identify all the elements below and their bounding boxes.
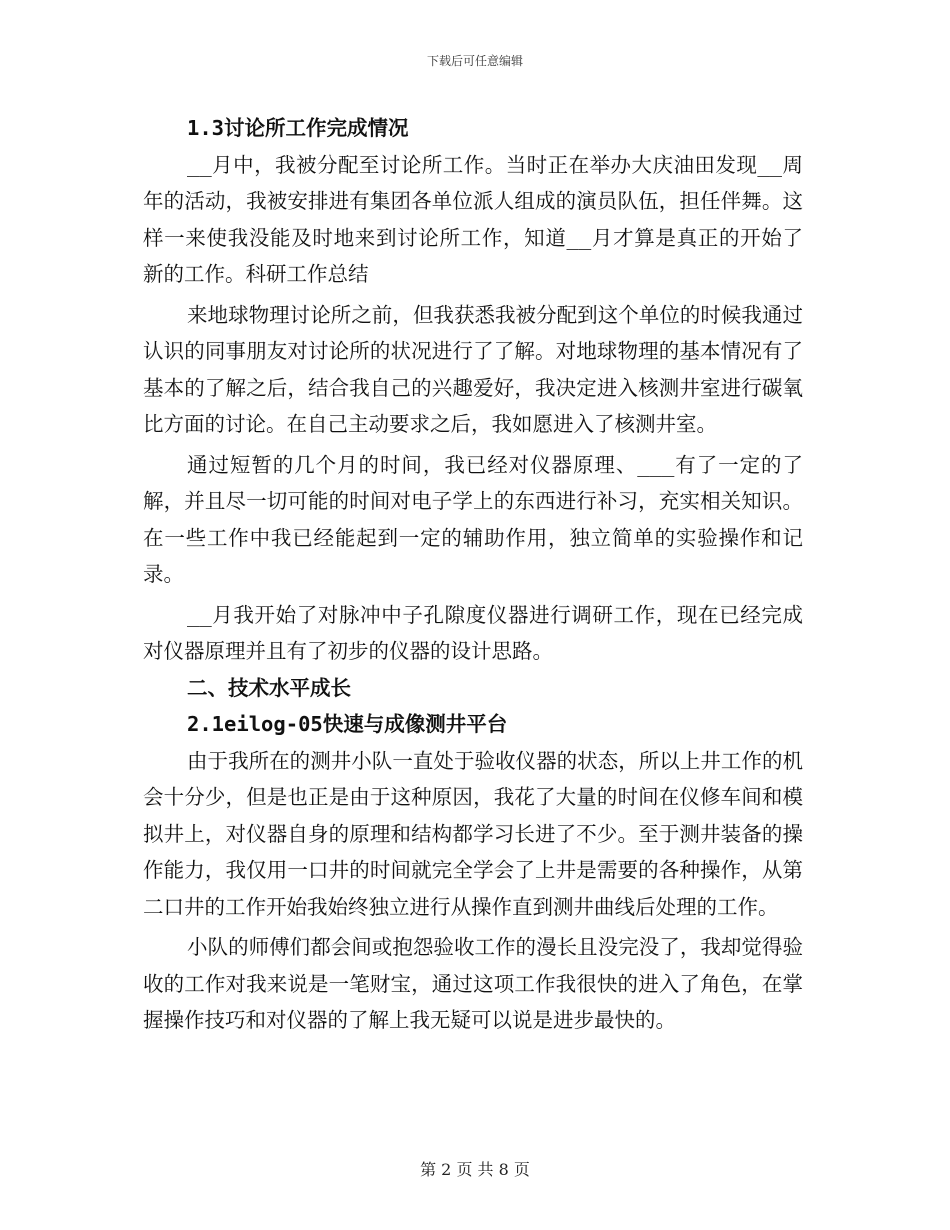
paragraph: __月中，我被分配至讨论所工作。当时正在举办大庆油田发现__周年的活动，我被安排进有集团各单位派人组成的演员队伍，担任伴舞。这样一来使我没能及时地来到讨论所工作，知道__月才算是真正的开始了新的工作。科研工作总结: [143, 152, 803, 286]
section-heading-2-1: 2.1eilog-05快速与成像测井平台: [187, 712, 508, 736]
paragraph: __月我开始了对脉冲中子孔隙度仪器进行调研工作，现在已经完成对仪器原理并且有了初步的仪器的设计思路。: [143, 602, 803, 663]
paragraph: 由于我所在的测井小队一直处于验收仪器的状态，所以上井工作的机会十分少，但是也正是由于这种原因，我花了大量的时间在仪修车间和模拟井上，对仪器自身的原理和结构都学习长进了不少。至于测井装备的操作能力，我仅用一口井的时间就完全学会了上井是需要的各种操作，从第二口井的工作开始我始终独立进行从操作直到测井曲线后处理的工作。: [143, 748, 803, 919]
section-heading-1-3: 1.3讨论所工作完成情况: [187, 116, 409, 140]
paragraph: 通过短暂的几个月的时间，我已经对仪器原理、___有了一定的了解，并且尽一切可能的时间对电子学上的东西进行补习，充实相关知识。在一些工作中我已经能起到一定的辅助作用，独立简单的实验操作和记录。: [143, 452, 803, 586]
document-body: [143, 110, 803, 1039]
page-footer: 第 2 页 共 8 页: [420, 1160, 530, 1179]
header-note: 下载后可任意编辑: [426, 54, 523, 68]
paragraph: 小队的师傅们都会间或抱怨验收工作的漫长且没完没了，我却觉得验收的工作对我来说是一笔财宝，通过这项工作我很快的进入了角色，在掌握操作技巧和对仪器的了解上我无疑可以说是进步最快的。: [143, 935, 803, 1032]
paragraph: 来地球物理讨论所之前，但我获悉我被分配到这个单位的时候我通过认识的同事朋友对讨论所的状况进行了了解。对地球物理的基本情况有了基本的了解之后，结合我自己的兴趣爱好，我决定进入核测井室进行碳氧比方面的讨论。在自己主动要求之后，我如愿进入了核测井室。: [143, 302, 803, 436]
section-heading-2: 二、技术水平成长: [187, 675, 351, 700]
